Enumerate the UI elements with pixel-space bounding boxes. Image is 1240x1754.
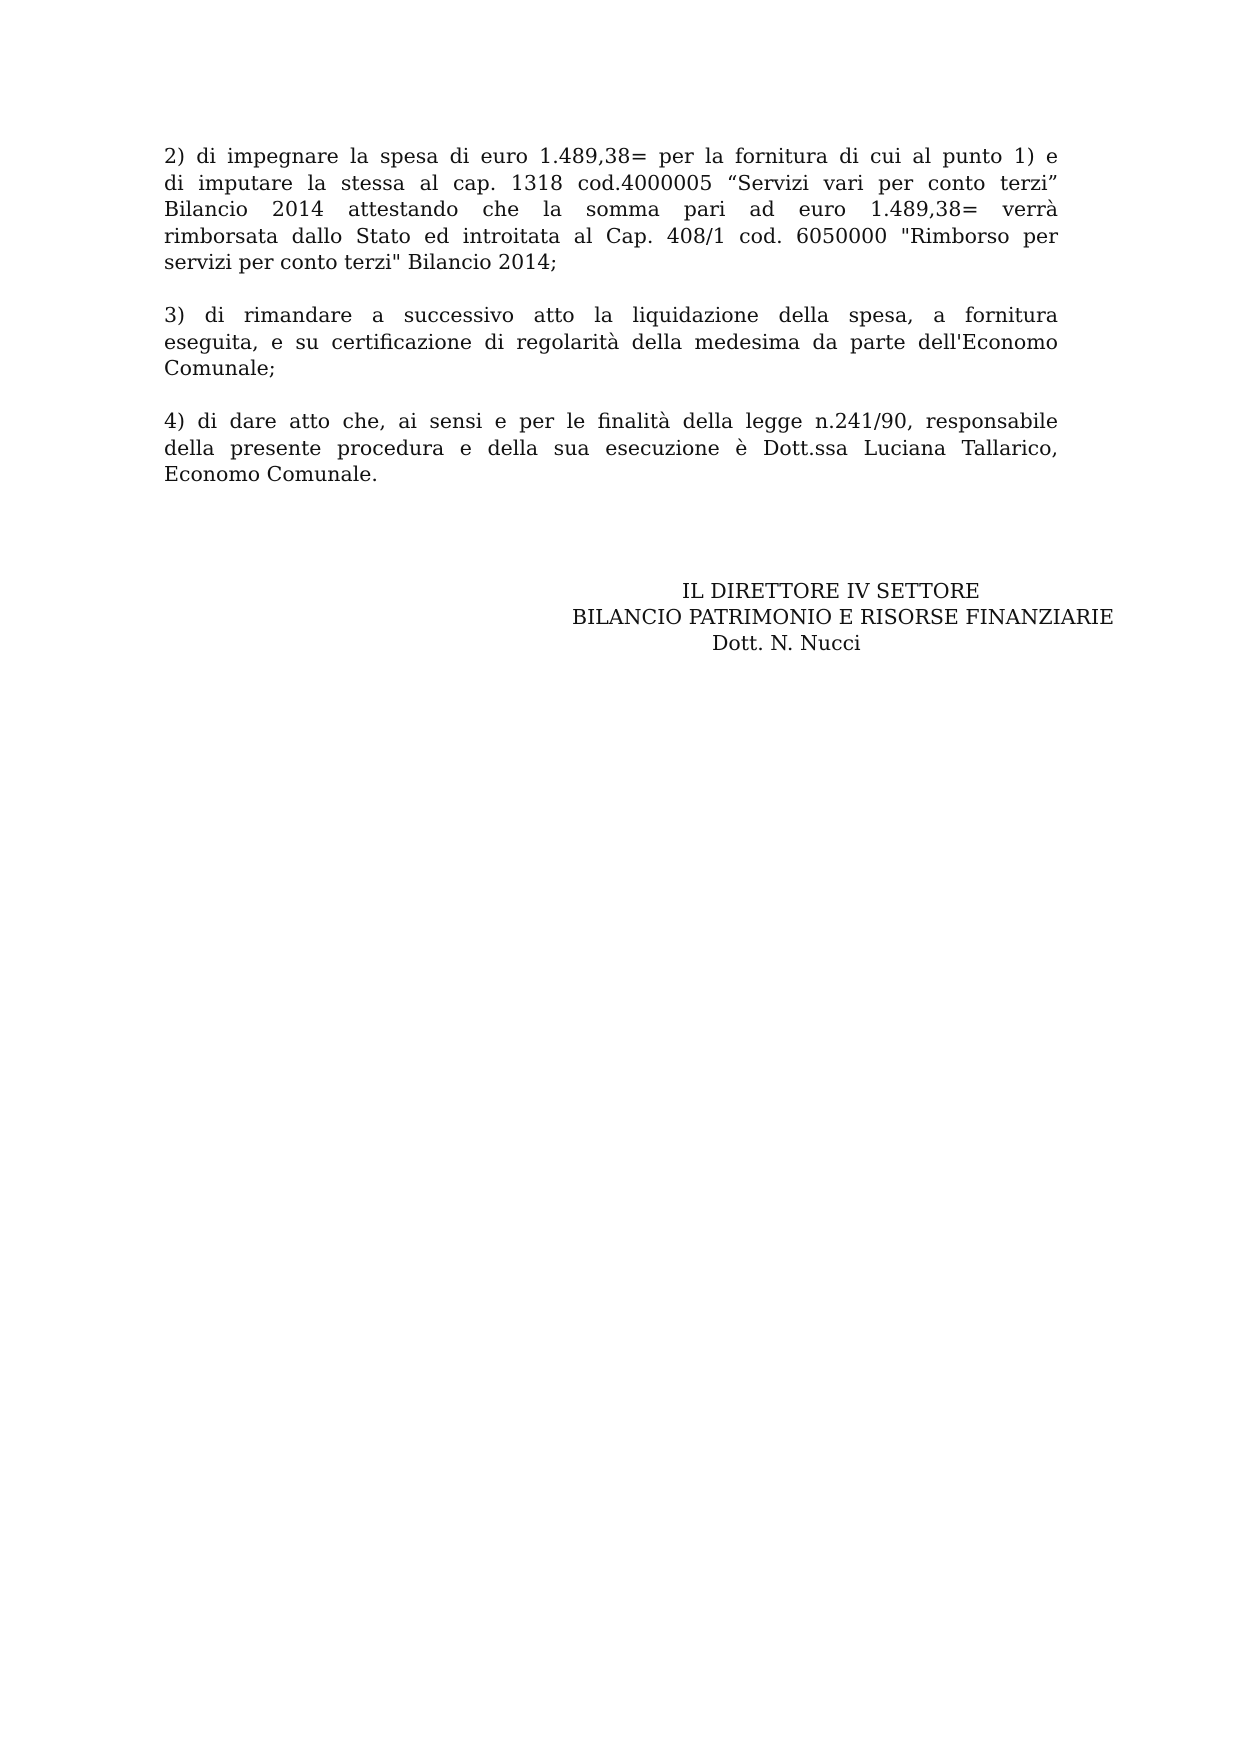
paragraph-3	[164, 302, 1058, 382]
text-line: eseguita, e su certificazione di regolarità della medesima da parte dell'Economo	[164, 329, 1058, 354]
signature-department: BILANCIO PATRIMONIO E RISORSE FINANZIARIE	[572, 605, 1115, 629]
signature-title: IL DIRETTORE IV SETTORE	[682, 579, 980, 603]
signature-name: Dott. N. Nucci	[712, 631, 861, 655]
text-line: di imputare la stessa al cap. 1318 cod.4000005 “Servizi vari per conto terzi”	[164, 170, 1058, 195]
text-line: 3) di rimandare a successivo atto la liquidazione della spesa, a fornitura	[164, 303, 1058, 327]
text-line: 2) di impegnare la spesa di euro 1.489,38= per la fornitura di cui al punto 1) e	[164, 144, 1058, 168]
text-line: Comunale;	[164, 356, 276, 380]
text-line: della presente procedura e della sua esecuzione è Dott.ssa Luciana Tallarico,	[164, 435, 1058, 460]
paragraph-2	[164, 143, 1058, 276]
paragraph-4	[164, 408, 1058, 488]
document-body	[164, 143, 1058, 514]
text-line: Bilancio 2014 attestando che la somma pari ad euro 1.489,38= verrà	[164, 197, 1058, 221]
text-line: servizi per conto terzi" Bilancio 2014;	[164, 250, 558, 274]
text-line: Economo Comunale.	[164, 462, 378, 486]
text-line: 4) di dare atto che, ai sensi e per le finalità della legge n.241/90, responsabile	[164, 409, 1058, 433]
text-line: rimborsata dallo Stato ed introitata al Cap. 408/1 cod. 6050000 "Rimborso per	[164, 223, 1058, 248]
